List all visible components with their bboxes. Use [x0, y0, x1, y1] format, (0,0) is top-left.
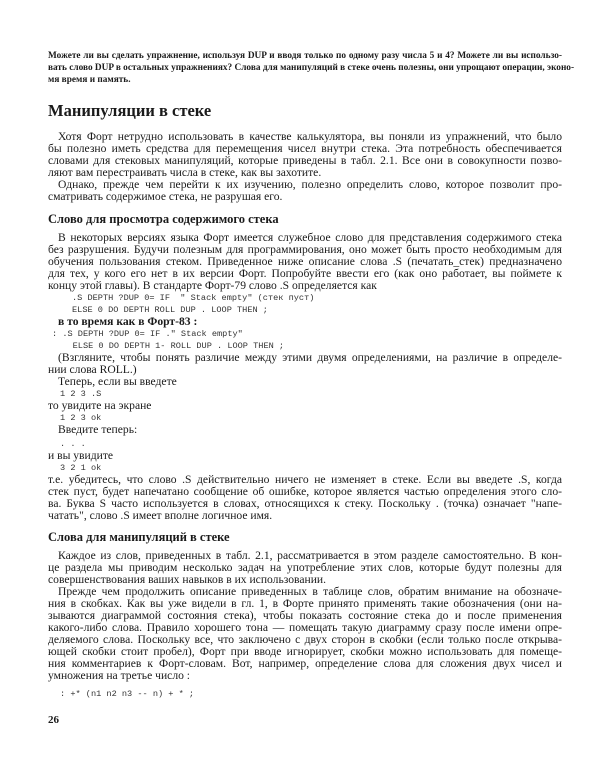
text-line: ляют вам перестраивать числа в стеке, как вы захотите.: [48, 166, 322, 179]
text-line: умножения на третье число :: [48, 669, 191, 682]
text-line: стек пуст, будет напечатано сообщение об ошибке, которое является частью определения этого сло-: [48, 485, 562, 498]
text-line: без разрушения. Будучи полезным для программирования, оно может быть просто необходимым для: [48, 243, 562, 256]
text-line: Теперь, если вы введете: [58, 375, 177, 388]
text-line: мя время и память.: [48, 75, 131, 85]
text-line: зываются диаграммой состояния стека), чтобы показать состояние стека до и после применения: [48, 609, 562, 622]
text-line: какого-либо слова. Правило хорошего тона — помещать такую диаграмму сразу после имени опре-: [48, 621, 562, 634]
code-line: 1 2 3 ok: [60, 413, 102, 423]
text-line: деляемого слова. Поскольку все, что заключено с двух сторон в скобки (если только после открыва-: [48, 633, 562, 646]
text-line: (Взгляните, чтобы понять различие между этими двумя определениями, на различие в определе-: [58, 351, 562, 364]
text-line: то увидите на экране: [48, 399, 152, 412]
page-number: [48, 710, 562, 726]
text-line: бы полезно иметь средства для перемещения чисел внутри стека. Эта потребность обеспечивается: [48, 142, 562, 155]
heading-stack-view-word: Слово для просмотра содержимого стека: [48, 212, 279, 226]
text-line: вать слово DUP в остальных упражнениях? Слова для манипуляций в стеке очень полезны, они упрощают операции, эконо-: [48, 63, 575, 73]
text-line: чатать", слово .S имеет вполне логичное имя.: [48, 509, 273, 522]
code-line: : +* (n1 n2 n3 -- n) + * ;: [60, 689, 195, 699]
text-line: В некоторых версиях языка Форт имеется служебное слово для представления содержимого стека: [58, 231, 562, 244]
code-line: ELSE 0 DO DEPTH ROLL DUP . LOOP THEN ;: [72, 305, 268, 315]
code-line: 3 2 1 ok: [60, 463, 102, 473]
code-line: ELSE 0 DO DEPTH 1- ROLL DUP . LOOP THEN ;: [52, 341, 285, 351]
text-line: ния комментариев к Форт-словам. Вот, например, определение слова для сложения двух чисел и: [48, 657, 562, 670]
paragraph: [48, 232, 562, 522]
heading-stack-manipulation-words: Слова для манипуляций в стеке: [48, 530, 230, 544]
text-line: це раздела мы приводим несколько задач на употребление этих слов, которые будут полезны для: [48, 561, 562, 574]
text-line: для тех, у кого его нет в их версии Форт. Попробуйте ввести его (как оно работает, вы поймете к: [48, 267, 562, 280]
text-line: совершенствования ваших навыков в их использовании.: [48, 573, 327, 586]
text-line: Хотя Форт нетрудно использовать в качестве калькулятора, вы поняли из упражнений, что было: [58, 130, 562, 143]
text-line: Каждое из слов, приведенных в табл. 2.1, рассматривается в этом разделе самостоятельно. В кон-: [58, 549, 562, 562]
subsection-heading: [48, 530, 562, 545]
text-line: Прежде чем продолжить описание приведенных в таблице слов, обратим внимание на обозначе-: [58, 585, 562, 598]
text-line: нии слова ROLL.): [48, 363, 137, 376]
intro-paragraph: [48, 50, 575, 86]
text-line: Введите теперь:: [58, 423, 138, 436]
text-line: т.е. убедитесь, что слово .S действительно ничего не изменяет в стеке. Если вы введете .S, когда: [48, 473, 562, 486]
text-line: концу этой главы). В стандарте Форт-79 слово .S определяется как: [48, 279, 377, 292]
text-line: сматривать содержимое стека, не разрушая его.: [48, 190, 283, 203]
text-line: обучения пользования стеком. Приведенное ниже описание слова .S (печатать_стек) предназначено: [48, 255, 562, 268]
heading-stack-manipulation: Манипуляции в стеке: [48, 101, 212, 120]
text-line: Можете ли вы сделать упражнение, используя DUP и вводя только по одному разу числа 5 и 4? Можете ли вы использо-: [48, 51, 562, 61]
paragraph: [48, 131, 562, 203]
paragraph: [48, 550, 562, 682]
code-block: [48, 688, 562, 700]
text-line: словами для стековых манипуляций, которые приведены в табл. 2.1. Все они в совокупности позво-: [48, 154, 562, 167]
text-line: в то время как в Форт-83 :: [58, 315, 198, 328]
text-line: Однако, прежде чем перейти к их изучению, полезно определить слово, которое позволит про-: [58, 178, 562, 191]
text-line: и вы увидите: [48, 449, 114, 462]
code-line: . . .: [60, 439, 86, 449]
page-body: [48, 50, 575, 726]
text-line: ния в скобках. Как вы уже видели в гл. 1, в Форте принято применять такие обозначения (они на-: [48, 597, 562, 610]
text-line: ющей скобки стоит пробел), Форт при вводе игнорирует, скобки можно использовать для помеще-: [48, 645, 562, 658]
page-number-text: 26: [48, 714, 59, 726]
code-line: .S DEPTH ?DUP 0= IF " Stack empty" (стек пуст): [72, 293, 315, 303]
subsection-heading: [48, 212, 562, 227]
text-line: ва. Буква S часто используется в словах, относящихся к стеку. Поскольку . (точка) означает "напе-: [48, 497, 562, 510]
section-heading: [48, 101, 562, 120]
code-line: : .S DEPTH ?DUP 0= IF ." Stack empty": [52, 329, 243, 339]
code-line: 1 2 3 .S: [60, 389, 102, 399]
